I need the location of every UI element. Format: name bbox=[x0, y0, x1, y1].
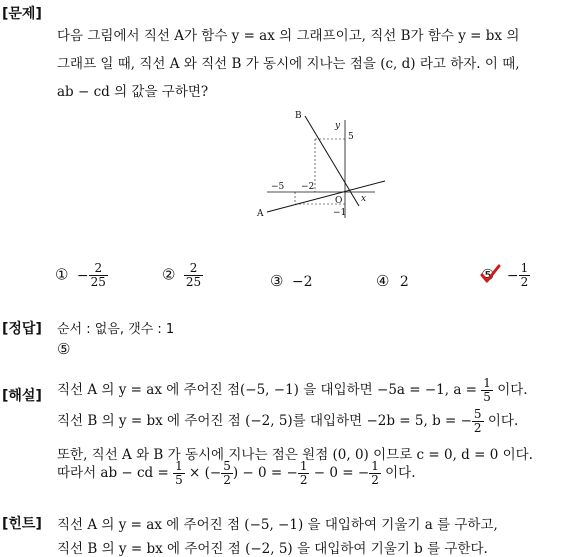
checkmark-icon bbox=[479, 264, 501, 284]
label-x: x bbox=[361, 194, 367, 204]
choice-5-frac: $\frac{1}{2}$ bbox=[520, 261, 529, 289]
choice-4[interactable]: ④ 2 bbox=[376, 272, 409, 290]
choice-4-num: ④ bbox=[376, 272, 390, 290]
label-y: y bbox=[335, 121, 341, 131]
explanation-line-4: 따라서 ab − cd = $\frac{1}{5}$ × (− $\frac{5}{2}$ ) − 0 = − $\frac{1}{2}$ − 0 = − $\frac{1}{2}$ 이다. bbox=[57, 459, 416, 487]
tick-5: 5 bbox=[348, 132, 354, 142]
choice-2[interactable] bbox=[162, 262, 203, 289]
tick-m5: −5 bbox=[271, 182, 285, 192]
problem-tag: [문제] bbox=[2, 6, 42, 22]
label-B: B bbox=[295, 111, 302, 121]
choice-1-num: ① bbox=[55, 265, 69, 284]
label-O: O bbox=[335, 196, 343, 206]
choice-2-num: ② bbox=[162, 265, 176, 284]
choice-3[interactable]: ③ −2 bbox=[270, 272, 313, 290]
line-A bbox=[267, 181, 385, 212]
choice-5-num: ⑤ bbox=[481, 265, 495, 284]
explanation-tag: [해설] bbox=[2, 388, 42, 404]
graph-figure bbox=[255, 106, 395, 221]
explanation-line-1: 직선 A 의 y = ax 에 주어진 점(−5, −1) 을 대입하면 −5a = −1, a = $\frac{1}{5}$ 이다. bbox=[57, 376, 528, 404]
choice-1[interactable]: ① − $\frac{2}{25}$ bbox=[55, 261, 106, 289]
hint-line-2: 직선 B 의 y = bx 에 주어진 점 (−2, 5) 을 대입하여 기울기 b 를 구한다. bbox=[57, 541, 488, 557]
explanation-line-2: 직선 B 의 y = bx 에 주어진 점 (−2, 5)를 대입하면 −2b = 5, b = − $\frac{5}{2}$ 이다. bbox=[57, 407, 519, 435]
choice-5[interactable]: ⑤ − $\frac{1}{2}$ bbox=[481, 261, 529, 289]
line-B bbox=[305, 116, 359, 206]
problem-line-2: 그래프 일 때, 직선 A 와 직선 B 가 동시에 지나는 점을 (c, d) 라고 하자. 이 때, bbox=[57, 56, 520, 72]
tick-m1: −1 bbox=[333, 208, 347, 218]
answer-value: ⑤ bbox=[57, 340, 71, 358]
label-A: A bbox=[257, 209, 264, 219]
choice-2-frac: $\frac{2}{25}$ bbox=[185, 261, 202, 289]
explanation-line-3: 또한, 직선 A 와 B 가 동시에 지나는 점은 원점 (0, 0) 이므로 c = 0, d = 0 이다. bbox=[57, 447, 533, 463]
tick-m2: −2 bbox=[301, 182, 315, 192]
hint-line-1: 직선 A 의 y = ax 에 주어진 점 (−5, −1) 을 대입하여 기울기 a 를 구하고, bbox=[57, 517, 498, 533]
choice-1-frac: $\frac{2}{25}$ bbox=[90, 261, 106, 289]
choice-3-num: ③ bbox=[270, 272, 284, 290]
answer-tag: [정답] bbox=[2, 321, 42, 337]
problem-line-1: 다음 그림에서 직선 A가 함수 y = ax 의 그래프이고, 직선 B가 함수 y = bx 의 bbox=[57, 28, 520, 44]
answer-meta: 순서 : 없음, 갯수 : 1 bbox=[57, 322, 175, 337]
hint-tag: [힌트] bbox=[2, 516, 42, 532]
problem-line-3: ab − cd 의 값을 구하면? bbox=[57, 84, 209, 100]
